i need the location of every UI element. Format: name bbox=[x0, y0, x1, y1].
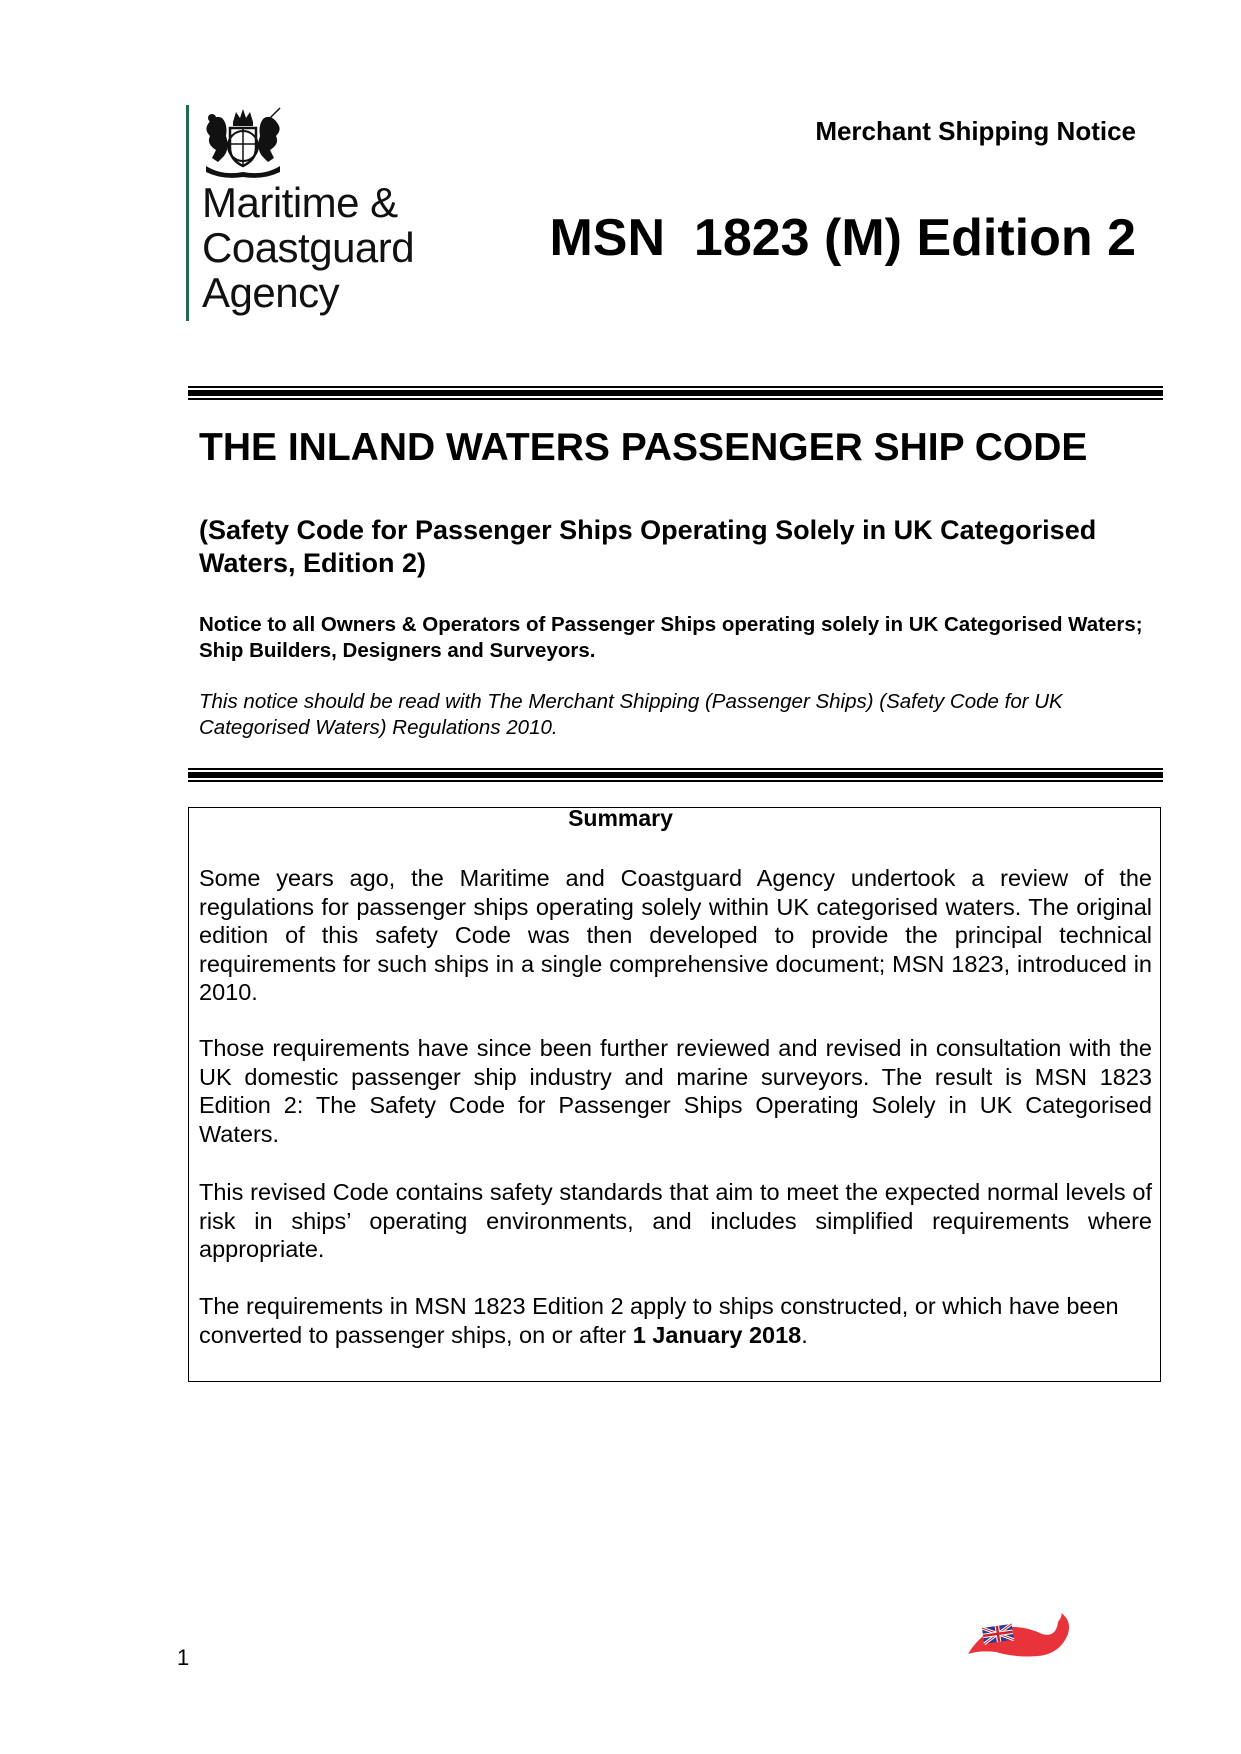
document-subtitle: (Safety Code for Passenger Ships Operating Solely in UK Categorised Waters, Edition 2) bbox=[199, 515, 1097, 578]
effective-date: 1 January 2018 bbox=[632, 1321, 802, 1348]
read-with-note: This notice should be read with The Merchant Shipping (Passenger Ships) (Safety Code for UK Categorised Waters) Regulations 2010. bbox=[199, 690, 1063, 739]
bottom-divider bbox=[188, 768, 1163, 782]
agency-name-line-1: Maritime & bbox=[202, 179, 398, 226]
agency-logo-bar bbox=[186, 105, 189, 321]
audience-notice: Notice to all Owners & Operators of Passenger Ships operating solely in UK Categorised Waters; Ship Builders, Designers and Surveyors. bbox=[199, 613, 1143, 662]
applicability-text: The requirements in MSN 1823 Edition 2 apply to ships constructed, or which have been converted to passenger ships, on or after bbox=[199, 1293, 1119, 1348]
notice-number-title: MSN 1823 (M) Edition 2 bbox=[549, 209, 1136, 267]
agency-name bbox=[202, 180, 414, 315]
summary-paragraph-4 bbox=[199, 1292, 1152, 1349]
summary-paragraph-1: Some years ago, the Maritime and Coastguard Agency undertook a review of the regulations for passenger ships operating solely within UK categorised waters. The original edition of this safety Code was then developed to provide the principal technical requirements for such ships in a single comprehensive document; MSN 1823, introduced in 2010. bbox=[199, 865, 1152, 1005]
summary-paragraph-2: Those requirements have since been further reviewed and revised in consultation with the UK domestic passenger ship industry and marine surveyors. The result is MSN 1823 Edition 2: The Safety Code for Passenger Ships Operating Solely in UK Categorised Waters. bbox=[199, 1035, 1152, 1147]
applicability-period: . bbox=[801, 1321, 808, 1348]
notice-type-label: Merchant Shipping Notice bbox=[815, 116, 1136, 146]
agency-name-line-3: Agency bbox=[202, 269, 340, 316]
agency-name-line-2: Coastguard bbox=[202, 224, 415, 271]
red-ensign-icon bbox=[960, 1612, 1070, 1662]
page-number: 1 bbox=[177, 1645, 190, 1670]
top-divider bbox=[188, 386, 1163, 400]
royal-coat-of-arms-icon bbox=[200, 104, 286, 180]
document-title: THE INLAND WATERS PASSENGER SHIP CODE bbox=[199, 426, 1088, 469]
summary-heading: Summary bbox=[568, 805, 673, 831]
summary-paragraph-3: This revised Code contains safety standards that aim to meet the expected normal levels of risk in ships’ operating environments, and includes simplified requirements where appropriate. bbox=[199, 1179, 1152, 1262]
